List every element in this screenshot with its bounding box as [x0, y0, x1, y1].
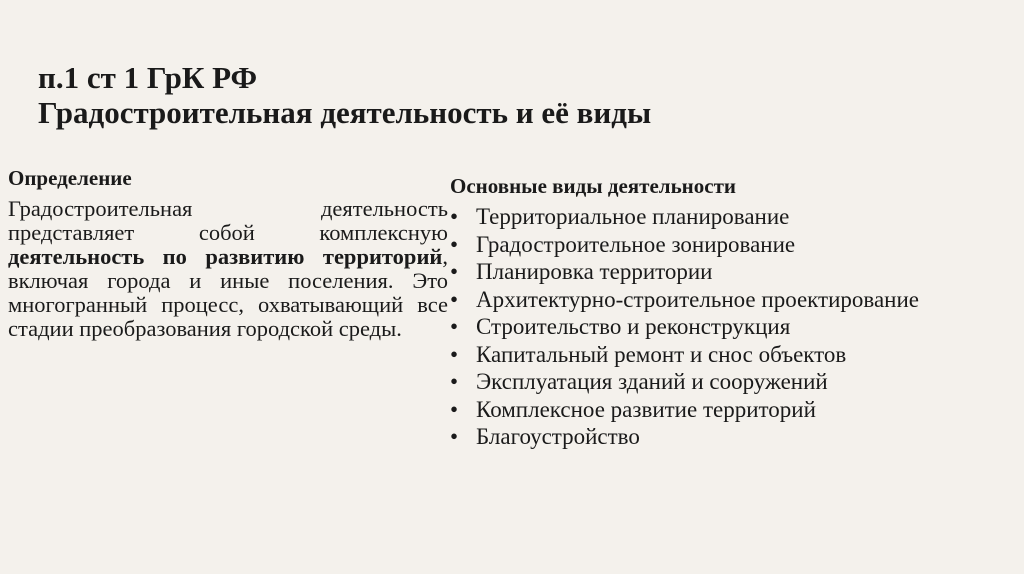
definition-text-start: Градостроительная деятельность представляет собой комплексную	[8, 196, 448, 245]
list-item	[450, 423, 1024, 451]
bullet-icon: •	[450, 396, 459, 422]
title-line-topic: Градостроительная деятельность и её виды	[38, 95, 652, 130]
list-item	[450, 396, 1024, 424]
list-item	[450, 368, 1024, 396]
activities-section	[450, 173, 1024, 451]
definition-section	[8, 165, 448, 341]
list-item-label: Территориальное планирование	[476, 204, 790, 229]
activities-heading: Основные виды деятельности	[450, 174, 737, 198]
bullet-icon: •	[450, 286, 459, 312]
bullet-icon: •	[450, 369, 459, 394]
bullet-icon: •	[450, 204, 459, 229]
definition-heading: Определение	[8, 166, 132, 190]
list-item-label: Градостроительное зонирование	[476, 231, 796, 257]
definition-text-end: , включая города и иные поселения. Это многогранный процесс, охватывающий все стадии преобразования городской среды.	[8, 244, 448, 341]
definition-text-bold: деятельность по развитию территорий	[8, 244, 443, 269]
list-item-label: Планировка территории	[476, 259, 713, 284]
list-item-label: Архитектурно-строительное проектирование	[476, 286, 920, 312]
title-line-reference: п.1 ст 1 ГрК РФ	[38, 60, 258, 95]
list-item	[450, 203, 1024, 231]
bullet-icon: •	[450, 259, 459, 284]
list-item-label: Строительство и реконструкция	[476, 314, 791, 339]
bullet-icon: •	[450, 424, 459, 449]
list-item	[450, 231, 1024, 259]
list-item-label: Комплексное развитие территорий	[476, 396, 816, 422]
list-item-label: Благоустройство	[476, 424, 640, 449]
bullet-icon: •	[450, 314, 459, 339]
definition-text	[8, 197, 448, 341]
slide-title	[38, 60, 938, 130]
list-item	[450, 286, 1024, 314]
bullet-icon: •	[450, 341, 459, 367]
bullet-icon: •	[450, 231, 459, 257]
list-item	[450, 258, 1024, 286]
list-item	[450, 341, 1024, 369]
list-item-label: Капитальный ремонт и снос объектов	[476, 341, 847, 367]
list-item-label: Эксплуатация зданий и сооружений	[476, 369, 828, 394]
list-item	[450, 313, 1024, 341]
activities-list	[450, 203, 1024, 451]
